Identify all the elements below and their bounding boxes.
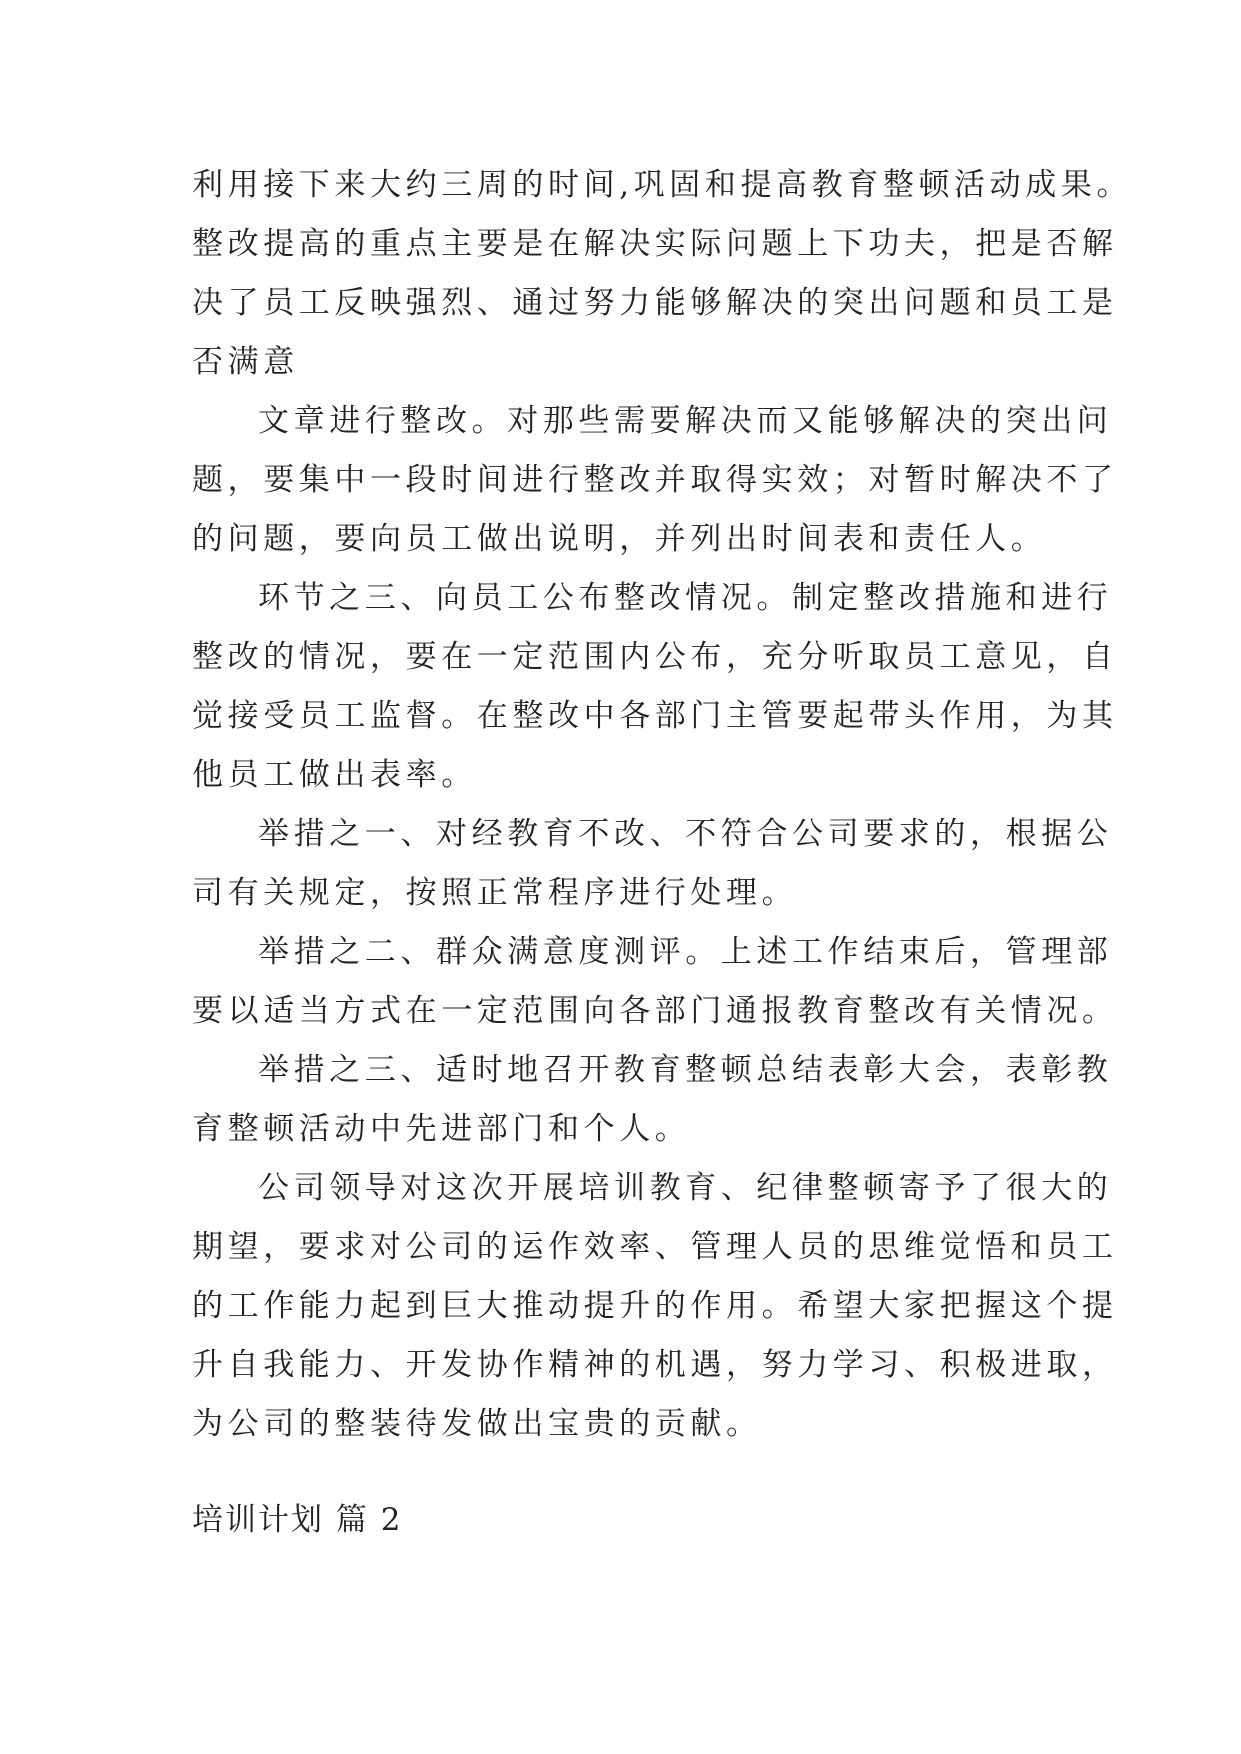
text-line: 利用接下来大约三周的时间,巩固和提高教育整顿活动成果。 [192, 167, 1133, 203]
paragraph-first-line: 公司领导对这次开展培训教育、纪律整顿寄予了很大的 [258, 1170, 1113, 1206]
text-line: 他员工做出表率。 [192, 757, 477, 793]
text-line: 司有关规定，按照正常程序进行处理。 [192, 875, 798, 911]
body-text [192, 156, 1133, 1454]
paragraph-first-line: 举措之二、群众满意度测评。上述工作结束后，管理部 [258, 934, 1113, 970]
text-line: 的问题，要向员工做出说明，并列出时间表和责任人。 [192, 521, 1047, 557]
text-line: 的工作能力起到巨大推动提升的作用。希望大家把握这个提 [192, 1288, 1118, 1324]
text-line: 为公司的整装待发做出宝贵的贡献。 [192, 1406, 762, 1442]
paragraph-first-line: 文章进行整改。对那些需要解决而又能够解决的突出问 [258, 403, 1113, 439]
text-line: 育整顿活动中先进部门和个人。 [192, 1111, 691, 1147]
paragraph-first-line: 举措之三、适时地召开教育整顿总结表彰大会，表彰教 [258, 1052, 1113, 1088]
text-line: 期望，要求对公司的运作效率、管理人员的思维觉悟和员工 [192, 1229, 1118, 1265]
text-line: 要以适当方式在一定范围向各部门通报教育整改有关情况。 [192, 993, 1118, 1029]
text-line: 整改提高的重点主要是在解决实际问题上下功夫，把是否解 [192, 226, 1118, 262]
paragraph-first-line: 举措之一、对经教育不改、不符合公司要求的，根据公 [258, 816, 1113, 852]
paragraph-first-line: 环节之三、向员工公布整改情况。制定整改措施和进行 [258, 580, 1113, 616]
text-line: 觉接受员工监督。在整改中各部门主管要起带头作用，为其 [192, 698, 1118, 734]
text-line: 题，要集中一段时间进行整改并取得实效；对暂时解决不了 [192, 462, 1118, 498]
text-line: 决了员工反映强烈、通过努力能够解决的突出问题和员工是 [192, 285, 1118, 321]
text-line: 整改的情况，要在一定范围内公布，充分听取员工意见，自 [192, 639, 1118, 675]
text-line: 升自我能力、开发协作精神的机遇，努力学习、积极进取， [192, 1347, 1118, 1383]
text-line: 否满意 [192, 344, 299, 380]
section-heading: 培训计划 篇 2 [192, 1502, 403, 1538]
